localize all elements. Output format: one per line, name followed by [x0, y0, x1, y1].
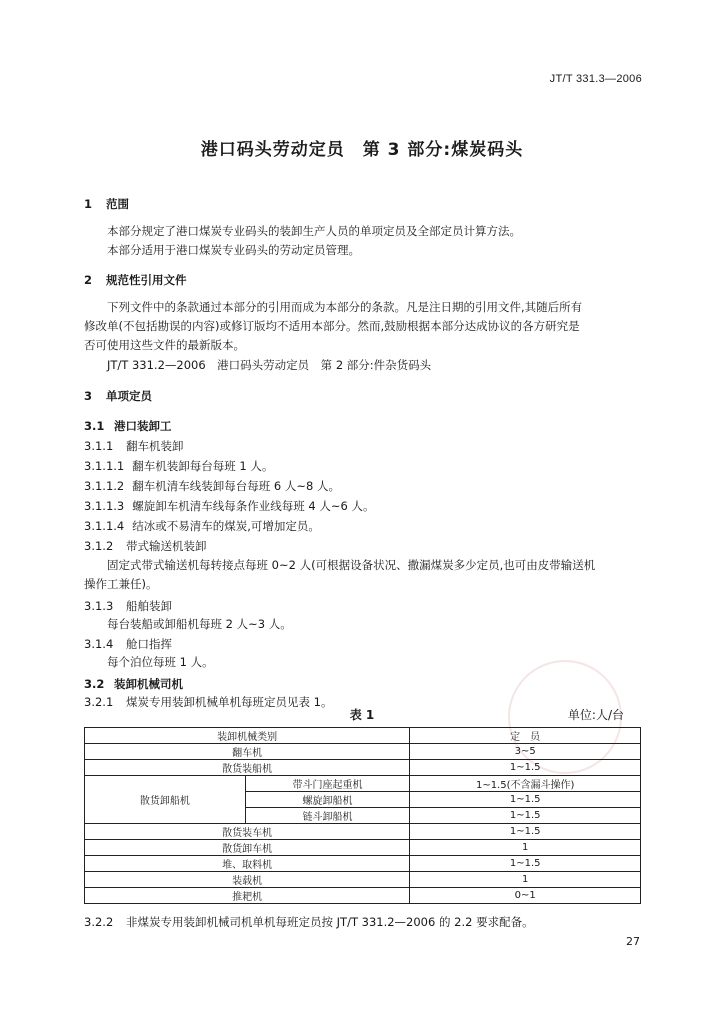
clause	[84, 418, 172, 434]
table-cell: 散货卸车机	[85, 840, 410, 856]
table-row	[85, 776, 641, 792]
table-row	[85, 872, 641, 888]
table-cell: 1~1.5	[410, 808, 641, 824]
paragraph-line: 操作工兼任)。	[84, 577, 158, 591]
clause	[84, 914, 534, 930]
clause-number: 3.1.1.3	[84, 499, 125, 513]
clause-title: 装卸机械司机	[114, 677, 183, 691]
page-number: 27	[626, 935, 640, 948]
paragraph: 本部分规定了港口煤炭专业码头的装卸生产人员的单项定员及全部定员计算方法。	[107, 224, 521, 238]
clause-text: 螺旋卸车机清车线每条作业线每班 4 人~6 人。	[132, 499, 375, 513]
table-cell: 螺旋卸船机	[245, 792, 410, 808]
table-caption: 表 1	[349, 708, 375, 722]
table-row	[85, 840, 641, 856]
table-cell: 链斗卸船机	[245, 808, 410, 824]
table-cell: 散货装船机	[85, 760, 410, 776]
clause-text: 煤炭专用装卸机械单机每班定员见表 1。	[126, 695, 333, 709]
clause-text: 翻车机清车线装卸每台每班 6 人~8 人。	[132, 479, 340, 493]
document-title: 港口码头劳动定员 第 3 部分:煤炭码头	[200, 140, 524, 160]
section-number: 2	[84, 273, 93, 287]
paragraph-line: 修改单(不包括勘误的内容)或修订版均不适用本部分。然而,鼓励根据本部分达成协议的各方研究是	[84, 319, 580, 333]
table-cell: 1~1.5	[410, 792, 641, 808]
clause	[84, 636, 172, 652]
table-unit: 单位:人/台	[567, 708, 624, 722]
table-cell: 1	[410, 872, 641, 888]
clause-title: 翻车机装卸	[126, 439, 184, 453]
section-1-heading	[84, 196, 129, 212]
clause-title: 舱口指挥	[126, 637, 172, 651]
normative-reference: JT/T 331.2—2006 港口码头劳动定员 第 2 部分:件杂货码头	[107, 358, 432, 372]
clause-number: 3.2	[84, 677, 105, 691]
paragraph: 每台装船或卸船机每班 2 人~3 人。	[107, 617, 292, 631]
table-header-cell: 装卸机械类别	[85, 728, 410, 744]
clause-number: 3.2.1	[84, 695, 114, 709]
table-cell: 1~1.5	[410, 760, 641, 776]
clause	[84, 538, 207, 554]
section-title: 范围	[106, 197, 130, 211]
clause-number: 3.1.2	[84, 539, 114, 553]
clause-title: 船舶装卸	[126, 599, 172, 613]
clause-number: 3.2.2	[84, 915, 114, 929]
table-cell: 1	[410, 840, 641, 856]
standard-code: JT/T 331.3—2006	[549, 73, 642, 85]
table-group-cell: 散货卸船机	[85, 776, 246, 824]
clause-number: 3.1.1	[84, 439, 114, 453]
section-2-heading	[84, 272, 187, 288]
table-cell: 翻车机	[85, 744, 410, 760]
table-row	[85, 824, 641, 840]
table-row	[85, 888, 641, 904]
clause-number: 3.1.1.4	[84, 519, 125, 533]
section-number: 1	[84, 197, 93, 211]
table-cell: 3~5	[410, 744, 641, 760]
clause-title: 港口装卸工	[114, 419, 172, 433]
paragraph-line: 固定式带式输送机每转接点每班 0~2 人(可根据设备状况、撒漏煤炭多少定员,也可由皮带输送机	[107, 558, 596, 572]
table-header-cell: 定 员	[410, 728, 641, 744]
clause	[84, 676, 183, 692]
section-3-heading	[84, 388, 152, 404]
section-title: 单项定员	[106, 389, 153, 403]
paragraph-line: 下列文件中的条款通过本部分的引用而成为本部分的条款。凡是注日期的引用文件,其随后所有	[107, 300, 583, 314]
table-cell: 1~1.5	[410, 856, 641, 872]
section-title: 规范性引用文件	[106, 273, 187, 287]
staffing-table	[84, 727, 641, 904]
table-cell: 带斗门座起重机	[245, 776, 410, 792]
clause-text: 翻车机装卸每台每班 1 人。	[132, 459, 274, 473]
table-row	[85, 744, 641, 760]
section-number: 3	[84, 389, 93, 403]
clause	[84, 498, 374, 514]
table-row	[85, 856, 641, 872]
table-cell: 0~1	[410, 888, 641, 904]
table-row	[85, 760, 641, 776]
paragraph: 本部分适用于港口煤炭专业码头的劳动定员管理。	[107, 243, 360, 257]
clause	[84, 438, 184, 454]
clause	[84, 478, 340, 494]
table-cell: 1~1.5(不含漏斗操作)	[410, 776, 641, 792]
paragraph-line: 否可使用这些文件的最新版本。	[84, 338, 245, 352]
table-cell: 堆、取料机	[85, 856, 410, 872]
clause	[84, 518, 320, 534]
clause-number: 3.1.4	[84, 637, 114, 651]
table-header-row	[85, 728, 641, 744]
paragraph: 每个泊位每班 1 人。	[107, 655, 214, 669]
clause	[84, 458, 273, 474]
clause-text: 非煤炭专用装卸机械司机单机每班定员按 JT/T 331.2—2006 的 2.2 要求配备。	[126, 915, 534, 929]
table-cell: 推耙机	[85, 888, 410, 904]
clause-number: 3.1.3	[84, 599, 114, 613]
table-cell: 1~1.5	[410, 824, 641, 840]
clause	[84, 598, 172, 614]
clause-number: 3.1.1.1	[84, 459, 125, 473]
clause-text: 结冰或不易清车的煤炭,可增加定员。	[132, 519, 320, 533]
clause-title: 带式输送机装卸	[126, 539, 207, 553]
clause-number: 3.1.1.2	[84, 479, 125, 493]
table-cell: 装载机	[85, 872, 410, 888]
table-cell: 散货装车机	[85, 824, 410, 840]
clause-number: 3.1	[84, 419, 105, 433]
